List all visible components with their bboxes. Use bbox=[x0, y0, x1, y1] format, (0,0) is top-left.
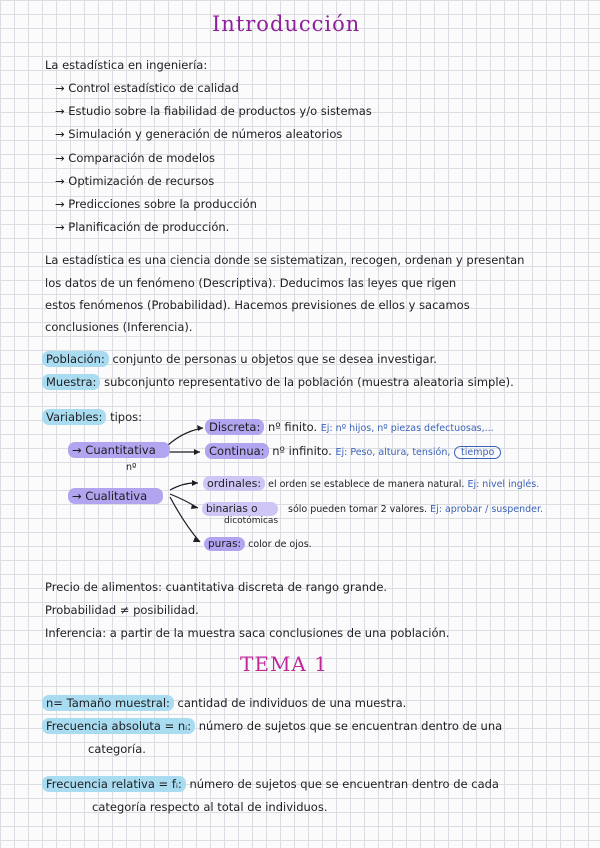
discreta-example: Ej: nº hijos, nº piezas defectuosas,... bbox=[320, 423, 494, 434]
list-item: → Predicciones sobre la producción bbox=[55, 197, 257, 211]
variables-term: Variables: bbox=[42, 409, 106, 425]
page-title: Introducción bbox=[212, 12, 361, 36]
binarias-label-line1: binarias o bbox=[202, 502, 278, 516]
tamano-muestral-row bbox=[42, 696, 406, 710]
frecuencia-relativa-term: Frecuencia relativa = fᵢ: bbox=[42, 776, 186, 792]
discreta-text: nº finito. bbox=[268, 420, 318, 434]
ordinales-example: Ej: nivel inglés. bbox=[467, 479, 540, 490]
arrow-to-puras bbox=[170, 497, 200, 542]
list-item: → Optimización de recursos bbox=[55, 174, 215, 188]
continua-row bbox=[205, 444, 501, 459]
section-title: TEMA 1 bbox=[240, 652, 328, 676]
frecuencia-relativa-row bbox=[42, 777, 499, 791]
frecuencia-absoluta-term: Frecuencia absoluta = nᵢ: bbox=[42, 718, 195, 734]
list-item: → Planificación de producción. bbox=[55, 220, 230, 234]
list-item: → Control estadístico de calidad bbox=[55, 81, 239, 95]
cuantitativa-num: nº bbox=[126, 462, 137, 473]
tamano-muestral-term: n= Tamaño muestral: bbox=[42, 695, 174, 711]
cualitativa-label: → Cualitativa bbox=[68, 488, 163, 504]
tamano-muestral-text: cantidad de individuos de una muestra. bbox=[177, 696, 407, 710]
ordinales-label: ordinales: bbox=[203, 476, 265, 491]
frecuencia-absoluta-row bbox=[42, 719, 502, 733]
discreta-row bbox=[205, 420, 494, 435]
binarias-label bbox=[202, 502, 278, 526]
frecuencia-absoluta-text-cont: categoría. bbox=[88, 742, 146, 756]
muestra-text: subconjunto representativo de la población (muestra aleatoria simple). bbox=[104, 375, 514, 389]
binarias-text: sólo pueden tomar 2 valores. bbox=[288, 504, 428, 515]
intro-heading: La estadística en ingeniería: bbox=[45, 58, 208, 72]
frecuencia-relativa-text-cont: categoría respecto al total de individuos. bbox=[92, 800, 328, 814]
cuantitativa-node bbox=[68, 443, 170, 457]
ordinales-text: el orden se establece de manera natural. bbox=[268, 479, 465, 490]
puras-text: color de ojos. bbox=[248, 539, 312, 550]
paragraph-line: conclusiones (Inferencia). bbox=[45, 320, 193, 334]
muestra-term: Muestra: bbox=[42, 374, 100, 390]
paragraph-line: estos fenómenos (Probabilidad). Hacemos previsiones de ellos y sacamos bbox=[45, 298, 470, 312]
note-line: Probabilidad ≠ posibilidad. bbox=[45, 603, 199, 617]
binarias-label-line2: dicotómicas bbox=[224, 516, 279, 527]
poblacion-term: Población: bbox=[42, 351, 109, 367]
puras-label: puras: bbox=[204, 537, 245, 551]
binarias-row bbox=[288, 504, 543, 516]
list-item: → Comparación de modelos bbox=[55, 151, 216, 165]
list-item: → Simulación y generación de números aleatorios bbox=[55, 127, 343, 141]
paragraph-line: los datos de un fenómeno (Descriptiva). Deducimos las leyes que rigen bbox=[45, 276, 457, 290]
continua-text: nº infinito. bbox=[272, 444, 332, 458]
cualitativa-node bbox=[68, 489, 163, 503]
note-line: Precio de alimentos: cuantitativa discreta de rango grande. bbox=[45, 580, 388, 594]
frecuencia-absoluta-text: número de sujetos que se encuentran dentro de una bbox=[198, 719, 503, 733]
discreta-label: Discreta: bbox=[205, 419, 264, 435]
continua-example: Ej: Peso, altura, tensión, bbox=[335, 447, 451, 458]
frecuencia-relativa-text: número de sujetos que se encuentran dentro de cada bbox=[189, 777, 499, 791]
poblacion-text: conjunto de personas u objetos que se desea investigar. bbox=[112, 352, 437, 366]
binarias-example: Ej: aprobar / suspender. bbox=[430, 504, 544, 515]
continua-label: Continua: bbox=[205, 443, 269, 459]
continua-tiempo: tiempo bbox=[454, 446, 501, 459]
paragraph-line: La estadística es una ciencia donde se sistematizan, recogen, ordenan y presentan bbox=[45, 253, 525, 267]
puras-row bbox=[204, 538, 312, 551]
ordinales-row bbox=[203, 477, 539, 491]
variables-tipos: tipos: bbox=[110, 410, 142, 424]
list-item: → Estudio sobre la fiabilidad de productos y/o sistemas bbox=[55, 104, 372, 118]
note-line: Inferencia: a partir de la muestra saca conclusiones de una población. bbox=[45, 626, 450, 640]
cuantitativa-label: → Cuantitativa bbox=[68, 442, 170, 458]
